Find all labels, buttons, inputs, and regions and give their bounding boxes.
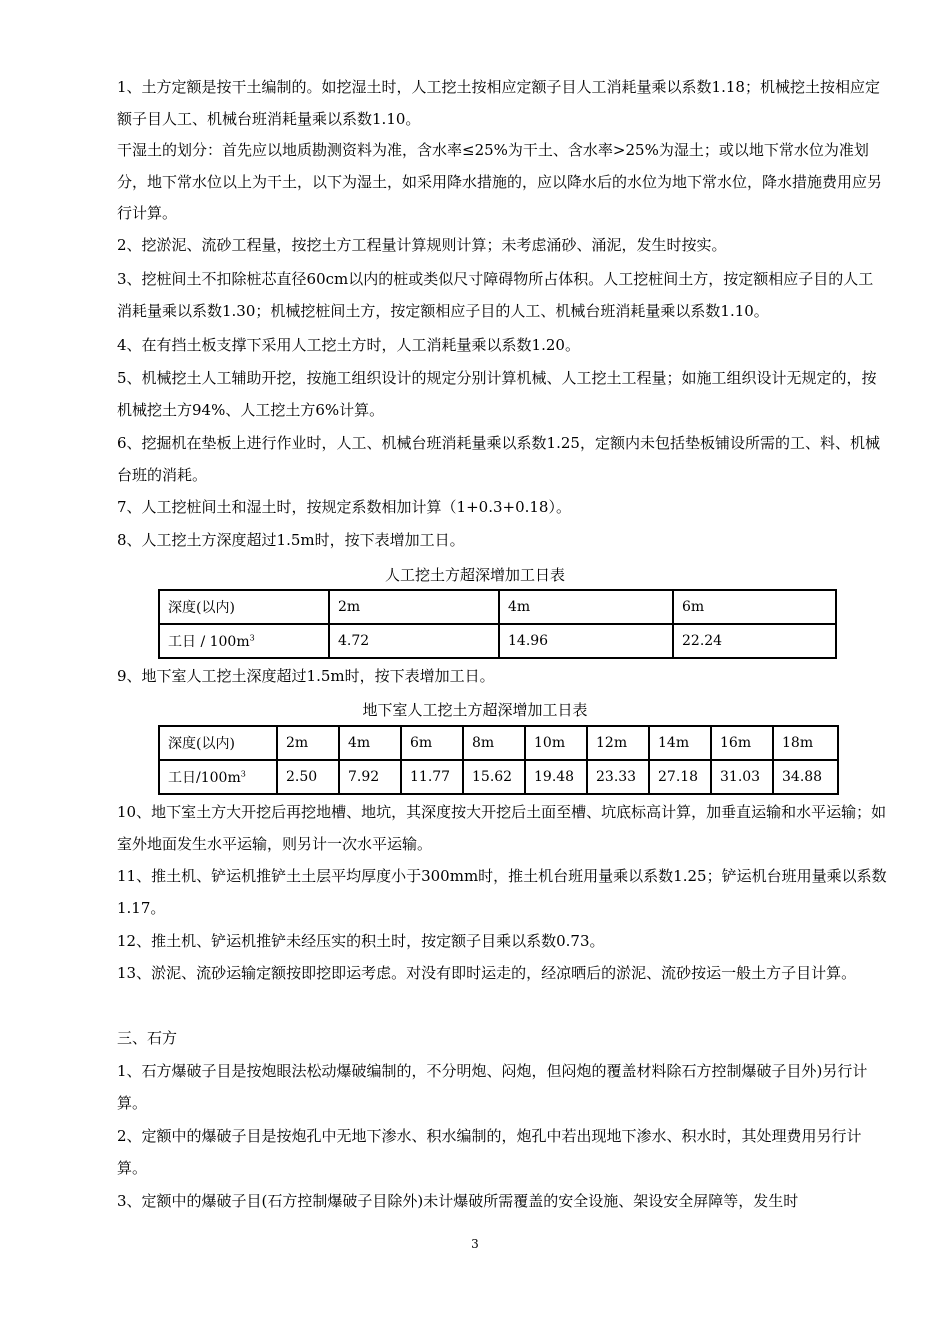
paragraph-5: 5、机械挖土人工辅助开挖，按施工组织设计的规定分别计算机械、人工挖土工程量；如施工组织设计无规定的，按机械挖土方94%、人工挖土方6%计算。 xyxy=(117,369,877,419)
paragraph-7: 7、人工挖桩间土和湿土时，按规定系数相加计算（1+0.3+0.18）。 xyxy=(117,498,571,516)
table-cell: 7.92 xyxy=(339,760,401,794)
table-row xyxy=(159,760,838,794)
table2-caption: 地下室人工挖土方超深增加工日表 xyxy=(362,701,588,719)
table-row xyxy=(159,624,836,658)
table-overdepth-workdays xyxy=(158,589,837,659)
table-row xyxy=(159,726,838,760)
paragraph-13: 13、淤泥、流砂运输定额按即挖即运考虑。对没有即时运走的，经凉晒后的淤泥、流砂按运一般土方子目计算。 xyxy=(117,964,857,982)
table-cell: 16m xyxy=(711,726,773,760)
table-cell: 深度(以内) xyxy=(159,726,277,760)
paragraph-4: 4、在有挡土板支撑下采用人工挖土方时，人工消耗量乘以系数1.20。 xyxy=(117,336,580,354)
table-cell: 4m xyxy=(499,590,673,624)
paragraph-10: 10、地下室土方大开挖后再挖地槽、地坑，其深度按大开挖后土面至槽、坑底标高计算，加垂直运输和水平运输；如室外地面发生水平运输，则另计一次水平运输。 xyxy=(117,803,887,853)
table-basement-overdepth-workdays xyxy=(158,725,839,795)
section-heading-stone: 三、石方 xyxy=(117,1029,178,1047)
paragraph-2: 2、挖淤泥、流砂工程量，按挖土方工程量计算规则计算；未考虑涌砂、涌泥，发生时按实。 xyxy=(117,236,727,254)
table-cell xyxy=(159,624,329,658)
table-cell: 12m xyxy=(587,726,649,760)
table1-caption: 人工挖土方超深增加工日表 xyxy=(384,566,565,584)
paragraph-3: 3、挖桩间土不扣除桩芯直径60cm以内的桩或类似尺寸障碍物所占体积。人工挖桩间土方，按定额相应子目的人工消耗量乘以系数1.30；机械挖桩间土方，按定额相应子目的人工、机械台班消耗量乘以系数1.10。 xyxy=(117,270,874,320)
table-cell: 深度(以内) xyxy=(159,590,329,624)
table-cell: 31.03 xyxy=(711,760,773,794)
table-cell: 19.48 xyxy=(525,760,587,794)
table-cell xyxy=(159,760,277,794)
table-cell: 4m xyxy=(339,726,401,760)
table-cell: 14.96 xyxy=(499,624,673,658)
table-cell: 2m xyxy=(329,590,499,624)
table-cell: 8m xyxy=(463,726,525,760)
paragraph-8: 8、人工挖土方深度超过1.5m时，按下表增加工日。 xyxy=(117,531,465,549)
paragraph-stone-1: 1、石方爆破子目是按炮眼法松动爆破编制的，不分明炮、闷炮，但闷炮的覆盖材料除石方控制爆破子目外)另行计算。 xyxy=(117,1062,868,1112)
table-cell: 15.62 xyxy=(463,760,525,794)
page-number: 3 xyxy=(471,1237,479,1251)
table-cell: 6m xyxy=(401,726,463,760)
table-cell: 22.24 xyxy=(673,624,836,658)
paragraph-stone-3: 3、定额中的爆破子目(石方控制爆破子目除外)未计爆破所需覆盖的安全设施、架设安全屏障等，发生时 xyxy=(117,1192,799,1210)
row-label: 工日 / 100m xyxy=(168,634,250,650)
table-row xyxy=(159,590,836,624)
paragraph-12: 12、推土机、铲运机推铲未经压实的积土时，按定额子目乘以系数0.73。 xyxy=(117,932,605,950)
table-cell: 34.88 xyxy=(773,760,838,794)
row-label: 工日/100m xyxy=(168,770,241,786)
table-cell: 4.72 xyxy=(329,624,499,658)
table-cell: 23.33 xyxy=(587,760,649,794)
table-cell: 18m xyxy=(773,726,838,760)
table-cell: 6m xyxy=(673,590,836,624)
unit-superscript: 3 xyxy=(249,633,255,643)
paragraph-6: 6、挖掘机在垫板上进行作业时，人工、机械台班消耗量乘以系数1.25，定额内未包括垫板铺设所需的工、料、机械台班的消耗。 xyxy=(117,434,880,484)
table-cell: 2m xyxy=(277,726,339,760)
paragraph-stone-2: 2、定额中的爆破子目是按炮孔中无地下渗水、积水编制的，炮孔中若出现地下渗水、积水时，其处理费用另行计算。 xyxy=(117,1127,862,1177)
table-cell: 2.50 xyxy=(277,760,339,794)
unit-superscript: 3 xyxy=(240,769,246,779)
paragraph-9: 9、地下室人工挖土深度超过1.5m时，按下表增加工日。 xyxy=(117,667,495,685)
table-cell: 11.77 xyxy=(401,760,463,794)
table-cell: 10m xyxy=(525,726,587,760)
table-cell: 27.18 xyxy=(649,760,711,794)
paragraph-dry-wet: 干湿土的划分：首先应以地质勘测资料为准，含水率≤25%为干土、含水率>25%为湿土；或以地下常水位为准划分，地下常水位以上为干土，以下为湿土，如采用降水措施的，应以降水后的水位为地下常水位，降水措施费用应另行计算。 xyxy=(117,141,883,222)
table-cell: 14m xyxy=(649,726,711,760)
paragraph-11: 11、推土机、铲运机推铲土土层平均厚度小于300mm时，推土机台班用量乘以系数1.25；铲运机台班用量乘以系数1.17。 xyxy=(117,867,887,917)
paragraph-1: 1、土方定额是按干土编制的。如挖湿土时，人工挖土按相应定额子目人工消耗量乘以系数1.18；机械挖土按相应定额子目人工、机械台班消耗量乘以系数1.10。 xyxy=(117,78,880,128)
